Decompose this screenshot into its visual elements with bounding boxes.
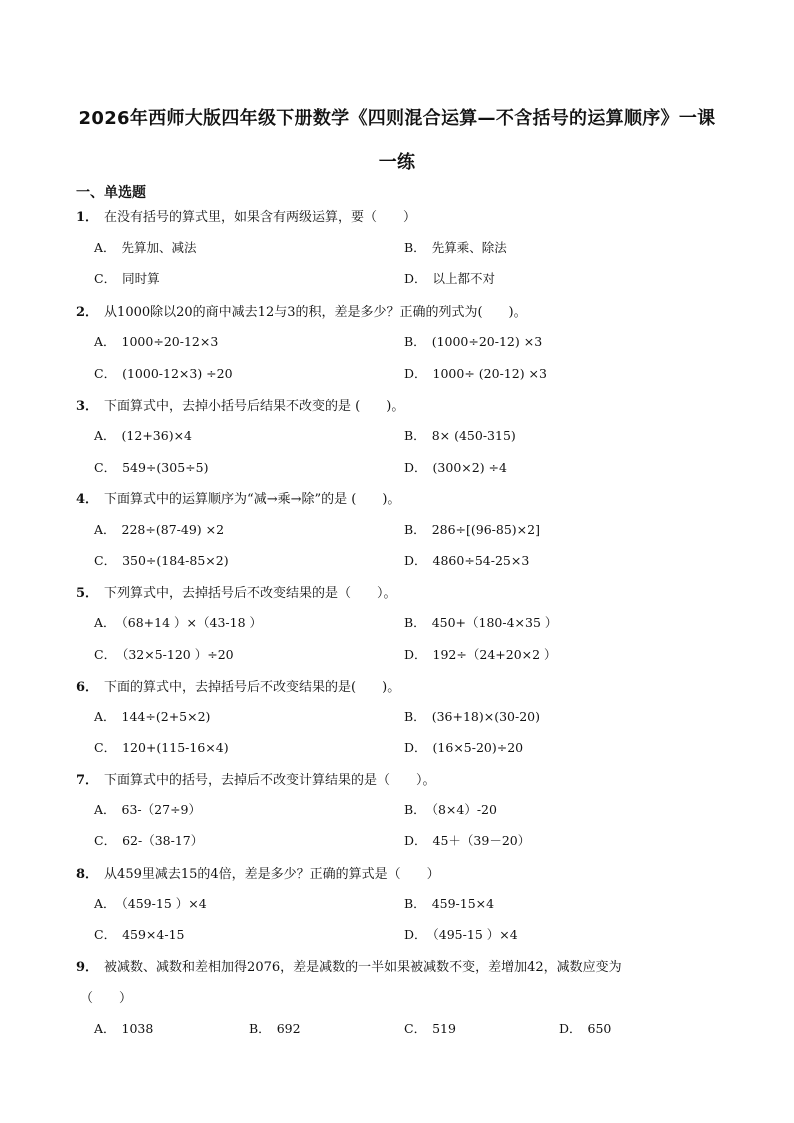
option-text: （459-15 ）×4 xyxy=(121,896,207,911)
option-text: 45＋（39－20） xyxy=(432,833,531,848)
option-letter: A． xyxy=(94,1021,116,1036)
option-text: 同时算 xyxy=(122,271,160,286)
option-b xyxy=(404,426,516,444)
option-text: （68+14 ）×（43-18 ） xyxy=(121,615,263,630)
option-letter: B． xyxy=(404,896,426,911)
question-1 xyxy=(76,206,726,225)
option-letter: B． xyxy=(404,334,426,349)
option-text: （32×5-120 ）÷20 xyxy=(122,647,234,662)
option-letter: A． xyxy=(94,802,116,817)
question-2 xyxy=(76,301,726,320)
option-text: （495-15 ）×4 xyxy=(432,927,518,942)
option-letter: C． xyxy=(94,740,117,755)
section-heading: 一、单选题 xyxy=(76,185,146,201)
option-c xyxy=(94,925,185,943)
option-letter: D． xyxy=(404,647,427,662)
option-text: 459-15×4 xyxy=(431,896,495,911)
option-text: 120+(115-16×4) xyxy=(122,740,229,755)
option-text: 519 xyxy=(432,1021,456,1036)
option-text: 63-（27÷9） xyxy=(121,802,201,817)
option-letter: D． xyxy=(404,553,427,568)
question-5 xyxy=(76,582,726,601)
option-d xyxy=(404,738,523,756)
option-letter: A． xyxy=(94,896,116,911)
option-letter: B． xyxy=(249,1021,271,1036)
option-c xyxy=(94,551,229,569)
question-number: 2． xyxy=(76,305,99,320)
option-c xyxy=(94,738,229,756)
option-letter: D． xyxy=(404,366,427,381)
option-text: 144÷(2+5×2) xyxy=(121,709,211,724)
option-text: 62-（38-17） xyxy=(122,833,204,848)
option-letter: D． xyxy=(404,927,427,942)
option-b xyxy=(404,800,497,818)
option-a xyxy=(94,426,192,444)
option-letter: C． xyxy=(94,833,117,848)
option-letter: B． xyxy=(404,709,426,724)
option-letter: C． xyxy=(94,460,117,475)
option-letter: D． xyxy=(404,460,427,475)
option-text: （8×4）-20 xyxy=(431,802,497,817)
question-text: 下面算式中的括号，去掉后不改变计算结果的是（ ）。 xyxy=(104,773,436,788)
document-title-line-2: 一练 xyxy=(378,152,416,173)
question-9-continuation: （ ） xyxy=(80,991,133,1006)
question-text: 从1000除以20的商中减去12与3的积，差是多少？正确的列式为( )。 xyxy=(104,305,527,320)
option-letter: A． xyxy=(94,522,116,537)
question-number: 6． xyxy=(76,680,99,695)
option-c xyxy=(94,645,234,663)
option-letter: A． xyxy=(94,709,116,724)
option-letter: A． xyxy=(94,615,116,630)
option-d xyxy=(404,269,495,287)
option-letter: D． xyxy=(559,1021,582,1036)
question-4 xyxy=(76,488,726,507)
option-d xyxy=(404,831,530,849)
option-letter: C． xyxy=(94,553,117,568)
option-letter: A． xyxy=(94,334,116,349)
option-b xyxy=(404,613,557,631)
option-letter: B． xyxy=(404,428,426,443)
option-d xyxy=(559,1019,611,1037)
option-letter: C． xyxy=(94,366,117,381)
option-b xyxy=(404,520,540,538)
option-c xyxy=(94,458,208,476)
question-number: 8． xyxy=(76,867,99,882)
option-text: 192÷（24+20×2 ） xyxy=(432,647,557,662)
option-text: 先算加、减法 xyxy=(121,240,197,255)
option-b xyxy=(404,894,494,912)
option-letter: A． xyxy=(94,428,116,443)
question-text: 在没有括号的算式里，如果含有两级运算，要（ ） xyxy=(104,210,417,225)
option-c xyxy=(404,1019,456,1037)
option-b xyxy=(404,332,542,350)
option-text: 549÷(305÷5) xyxy=(122,460,209,475)
option-d xyxy=(404,551,529,569)
option-letter: B． xyxy=(404,615,426,630)
option-d xyxy=(404,925,518,943)
option-text: (1000-12×3) ÷20 xyxy=(122,366,233,381)
option-text: 8× (450-315) xyxy=(431,428,516,443)
document-title-line-1: 2026年西师大版四年级下册数学《四则混合运算—不含括号的运算顺序》一课 xyxy=(78,108,716,129)
question-text: 下面的算式中，去掉括号后不改变结果的是( )。 xyxy=(104,680,401,695)
option-letter: C． xyxy=(94,647,117,662)
option-text: (12+36)×4 xyxy=(121,428,192,443)
option-letter: D． xyxy=(404,740,427,755)
option-letter: D． xyxy=(404,271,427,286)
option-a xyxy=(94,1019,153,1037)
option-d xyxy=(404,364,547,382)
option-text: (36+18)×(30-20) xyxy=(431,709,540,724)
option-text: 1038 xyxy=(121,1021,154,1036)
option-d xyxy=(404,458,507,476)
option-c xyxy=(94,269,160,287)
option-text: 459×4-15 xyxy=(122,927,185,942)
option-text: 以上都不对 xyxy=(432,271,496,286)
option-letter: C． xyxy=(404,1021,427,1036)
option-text: 692 xyxy=(276,1021,301,1036)
option-c xyxy=(94,831,203,849)
question-text: 下面算式中的运算顺序为“减→乘→除”的是 ( )。 xyxy=(104,492,401,507)
question-text: 下列算式中，去掉括号后不改变结果的是（ ）。 xyxy=(104,586,397,601)
option-a xyxy=(94,707,210,725)
option-letter: A． xyxy=(94,240,116,255)
option-letter: B． xyxy=(404,240,426,255)
option-a xyxy=(94,332,218,350)
question-number: 4． xyxy=(76,492,99,507)
option-c xyxy=(94,364,233,382)
option-letter: B． xyxy=(404,802,426,817)
option-text: 1000÷ (20-12) ×3 xyxy=(432,366,547,381)
option-a xyxy=(94,520,224,538)
question-number: 7． xyxy=(76,773,99,788)
option-text: 286÷[(96-85)×2] xyxy=(431,522,540,537)
question-number: 1． xyxy=(76,210,99,225)
question-text: 从459里减去15的4倍，差是多少？正确的算式是（ ） xyxy=(104,867,440,882)
option-b xyxy=(249,1019,301,1037)
option-letter: C． xyxy=(94,271,117,286)
option-d xyxy=(404,645,557,663)
question-text: 下面算式中，去掉小括号后结果不改变的是 ( )。 xyxy=(104,399,405,414)
option-text: 4860÷54-25×3 xyxy=(432,553,530,568)
question-9 xyxy=(76,956,726,975)
question-6 xyxy=(76,676,726,695)
option-text: 650 xyxy=(587,1021,612,1036)
option-a xyxy=(94,613,262,631)
option-text: (16×5-20)÷20 xyxy=(432,740,524,755)
option-letter: B． xyxy=(404,522,426,537)
question-number: 9． xyxy=(76,960,99,975)
option-letter: D． xyxy=(404,833,427,848)
question-number: 3． xyxy=(76,399,99,414)
option-text: 450+（180-4×35 ） xyxy=(431,615,558,630)
option-text: 228÷(87-49) ×2 xyxy=(121,522,225,537)
question-8 xyxy=(76,863,726,882)
question-number: 5． xyxy=(76,586,99,601)
option-text: (1000÷20-12) ×3 xyxy=(431,334,543,349)
option-text: 1000÷20-12×3 xyxy=(121,334,219,349)
option-b xyxy=(404,238,507,256)
option-text: 350÷(184-85×2) xyxy=(122,553,229,568)
option-b xyxy=(404,707,540,725)
option-a xyxy=(94,238,197,256)
option-a xyxy=(94,894,207,912)
option-text: 先算乘、除法 xyxy=(431,240,507,255)
option-letter: C． xyxy=(94,927,117,942)
question-text: 被减数、减数和差相加得2076，差是减数的一半如果被减数不变，差增加42，减数应变为 xyxy=(104,960,622,975)
option-a xyxy=(94,800,201,818)
question-3 xyxy=(76,395,726,414)
question-7 xyxy=(76,769,726,788)
option-text: (300×2) ÷4 xyxy=(432,460,507,475)
